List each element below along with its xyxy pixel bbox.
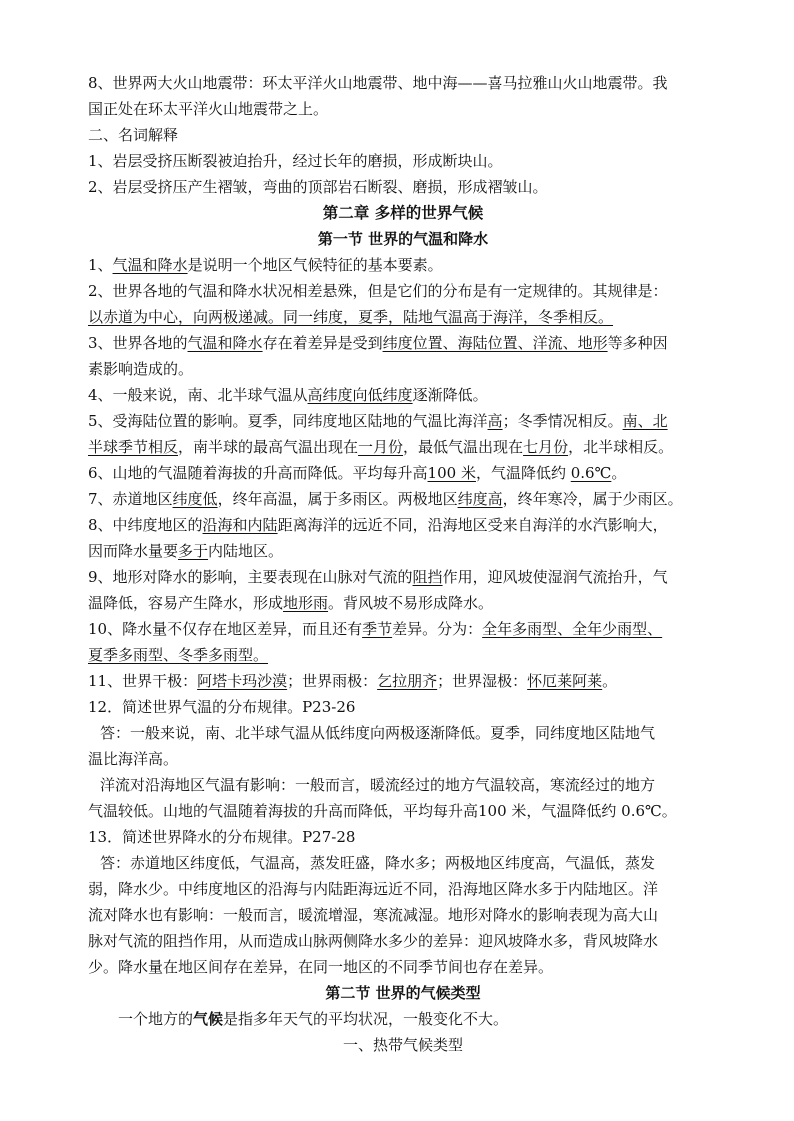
- section-heading: [88, 980, 718, 1006]
- text-line: [88, 694, 718, 720]
- text-line: [88, 746, 718, 772]
- text-line: [88, 460, 718, 486]
- text-line: [88, 824, 718, 850]
- text-line: [88, 330, 718, 356]
- text-line: [88, 486, 718, 512]
- text-line: [88, 902, 718, 928]
- underlined-text: 气温和降水: [187, 334, 263, 352]
- underlined-text: 沿海和内陆: [202, 516, 278, 534]
- text-segment: 逐渐降低。: [412, 386, 488, 404]
- section-heading: [88, 226, 718, 252]
- text-segment: 流对降水也有影响：一般而言，暖流增湿，寒流减湿。地形对降水的影响表现为高大山: [88, 906, 659, 924]
- text-segment: 一、热带气候类型: [342, 1036, 463, 1054]
- text-segment: 素影响造成的。: [88, 360, 194, 378]
- text-segment: 等多种因: [607, 334, 668, 352]
- underlined-text: 多于: [178, 542, 209, 560]
- text-segment: 温降低，容易产生降水，形成: [88, 594, 284, 612]
- underlined-text: 季节: [362, 620, 393, 638]
- text-segment: 13．简述世界降水的分布规律。P27-28: [88, 828, 356, 846]
- text-segment: 作用，迎风坡使湿润气流抬升，气: [442, 568, 668, 586]
- underlined-text: 阿塔卡玛沙漠: [197, 672, 288, 690]
- text-segment: 10、降水量不仅存在地区差异，而且还有: [88, 620, 363, 638]
- underlined-text: 全年多雨型、全年少雨型、: [482, 620, 663, 638]
- underlined-text: 纬度高: [457, 490, 503, 508]
- text-line: [88, 798, 718, 824]
- text-segment: 脉对气流的阻挡作用，从而造成山脉两侧降水多少的差异：迎风坡降水多，背风坡降水: [88, 932, 659, 950]
- text-segment: 2、岩层受挤压产生褶皱，弯曲的顶部岩石断裂、磨损，形成褶皱山。: [88, 178, 548, 196]
- text-segment: 5、受海陆位置的影响。夏季，同纬度地区陆地的气温比海洋: [88, 412, 488, 430]
- text-line: [88, 564, 718, 590]
- text-segment: 内陆地区。: [208, 542, 284, 560]
- text-line: [88, 434, 718, 460]
- text-segment: 国正处在环太平洋火山地震带之上。: [88, 100, 329, 118]
- text-segment: 差异。分为：: [392, 620, 483, 638]
- text-segment: 气温较低。山地的气温随着海拔的升高而降低，平均每升高100 米，气温降低约 0.6℃。: [88, 802, 677, 820]
- text-segment: 是说明一个地区气候特征的基本要素。: [187, 256, 443, 274]
- text-segment: ；世界湿极：: [437, 672, 528, 690]
- text-line: [88, 174, 718, 200]
- text-line: [88, 850, 718, 876]
- text-segment: 一个地方的: [118, 1010, 194, 1028]
- text-segment: 距离海洋的远近不同，沿海地区受来自海洋的水汽影响大，: [277, 516, 668, 534]
- text-line: [88, 304, 718, 330]
- bold-text: 气候: [193, 1010, 224, 1028]
- underlined-text: 阻挡: [412, 568, 443, 586]
- text-segment: 6、山地的气温随着海拔的升高而降低。平均每升高: [88, 464, 428, 482]
- underlined-text: 100 米: [427, 464, 476, 482]
- underlined-text: 0.6℃: [570, 464, 612, 482]
- text-line: [88, 642, 718, 668]
- text-segment: 温比海洋高。: [88, 750, 179, 768]
- text-segment: 。: [602, 672, 618, 690]
- text-segment: 4、一般来说，南、北半球气温从: [88, 386, 308, 404]
- underlined-text: 高纬度向低纬度: [307, 386, 413, 404]
- text-segment: ，最低气温出现在: [403, 438, 524, 456]
- text-line: [88, 928, 718, 954]
- text-segment: 因而降水量要: [88, 542, 179, 560]
- text-segment: 二、名词解释: [88, 126, 179, 144]
- underlined-text: 纬度低: [172, 490, 218, 508]
- underlined-text: 气温和降水: [112, 256, 188, 274]
- text-line: [88, 278, 718, 304]
- text-segment: 是指多年天气的平均状况，一般变化不大。: [223, 1010, 509, 1028]
- text-segment: 弱，降水少。中纬度地区的沿海与内陆距海远近不同，沿海地区降水多于内陆地区。洋: [88, 880, 659, 898]
- underlined-text: 一月份: [358, 438, 404, 456]
- text-segment: 1、岩层受挤压断裂被迫抬升，经过长年的磨损，形成断块山。: [88, 152, 503, 170]
- text-line: [88, 772, 718, 798]
- text-segment: 1、: [88, 256, 113, 274]
- underlined-text: 乞拉朋齐: [377, 672, 438, 690]
- text-segment: 8、世界两大火山地震带：环太平洋火山地震带、地中海——喜马拉雅山火山地震带。我: [88, 74, 668, 92]
- text-segment: 答：赤道地区纬度低，气温高，蒸发旺盛，降水多；两极地区纬度高，气温低，蒸发: [100, 854, 656, 872]
- text-line: [88, 408, 718, 434]
- text-line: [88, 954, 718, 980]
- text-line: [88, 148, 718, 174]
- text-segment: 7、赤道地区: [88, 490, 173, 508]
- text-line: [88, 512, 718, 538]
- text-segment: 11、世界干极：: [88, 672, 198, 690]
- text-line: [88, 876, 718, 902]
- text-segment: 。: [611, 464, 627, 482]
- text-segment: ；世界雨极：: [287, 672, 378, 690]
- text-segment: 洋流对沿海地区气温有影响：一般而言，暖流经过的地方气温较高，寒流经过的地方: [100, 776, 656, 794]
- underlined-text: 高: [487, 412, 503, 430]
- text-segment: 2、世界各地的气温和降水状况相差悬殊，但是它们的分布是有一定规律的。其规律是：: [88, 282, 668, 300]
- underlined-text: 夏季多雨型、冬季多雨型。: [88, 646, 269, 664]
- text-segment: 第二章 多样的世界气候: [322, 203, 484, 222]
- text-line: [88, 122, 718, 148]
- text-line: [88, 616, 718, 642]
- text-segment: 3、世界各地的: [88, 334, 188, 352]
- text-segment: 12．简述世界气温的分布规律。P23-26: [88, 698, 356, 716]
- text-line: [88, 382, 718, 408]
- text-segment: ，南半球的最高气温出现在: [178, 438, 359, 456]
- text-segment: 。背风坡不易形成降水。: [328, 594, 494, 612]
- chapter-heading: [88, 200, 718, 226]
- subsection-heading: [88, 1032, 718, 1058]
- text-line: [88, 590, 718, 616]
- text-line: [88, 668, 718, 694]
- text-segment: ，终年寒冷，属于少雨区。: [502, 490, 683, 508]
- text-line: [88, 356, 718, 382]
- text-segment: ，终年高温，属于多雨区。两极地区: [217, 490, 458, 508]
- text-segment: 答：一般来说，南、北半球气温从低纬度向两极逐渐降低。夏季，同纬度地区陆地气: [100, 724, 656, 742]
- text-segment: 少。降水量在地区间存在差异，在同一地区的不同季节间也存在差异。: [88, 958, 554, 976]
- text-line: [88, 252, 718, 278]
- underlined-text: 半球季节相反: [88, 438, 179, 456]
- text-segment: 存在着差异是受到: [262, 334, 383, 352]
- text-segment: 9、地形对降水的影响，主要表现在山脉对气流的: [88, 568, 413, 586]
- underlined-text: 以赤道为中心，向两极递减。同一纬度，夏季，陆地气温高于海洋，冬季相反。: [88, 308, 614, 326]
- text-line: [88, 538, 718, 564]
- text-segment: 第一节 世界的气温和降水: [317, 230, 489, 248]
- text-segment: ，北半球相反。: [568, 438, 674, 456]
- text-segment: 第二节 世界的气候类型: [325, 984, 481, 1002]
- document-page: [88, 70, 718, 1058]
- underlined-text: 七月份: [523, 438, 569, 456]
- text-line: [88, 1006, 718, 1032]
- underlined-text: 纬度位置、海陆位置、洋流、地形: [382, 334, 608, 352]
- text-segment: ，气温降低约: [475, 464, 571, 482]
- text-line: [88, 720, 718, 746]
- underlined-text: 地形雨: [283, 594, 329, 612]
- text-line: [88, 70, 718, 96]
- text-segment: 8、中纬度地区的: [88, 516, 203, 534]
- text-segment: ；冬季情况相反。: [502, 412, 623, 430]
- underlined-text: 南、北: [622, 412, 668, 430]
- text-line: [88, 96, 718, 122]
- underlined-text: 怀厄莱阿莱: [527, 672, 603, 690]
